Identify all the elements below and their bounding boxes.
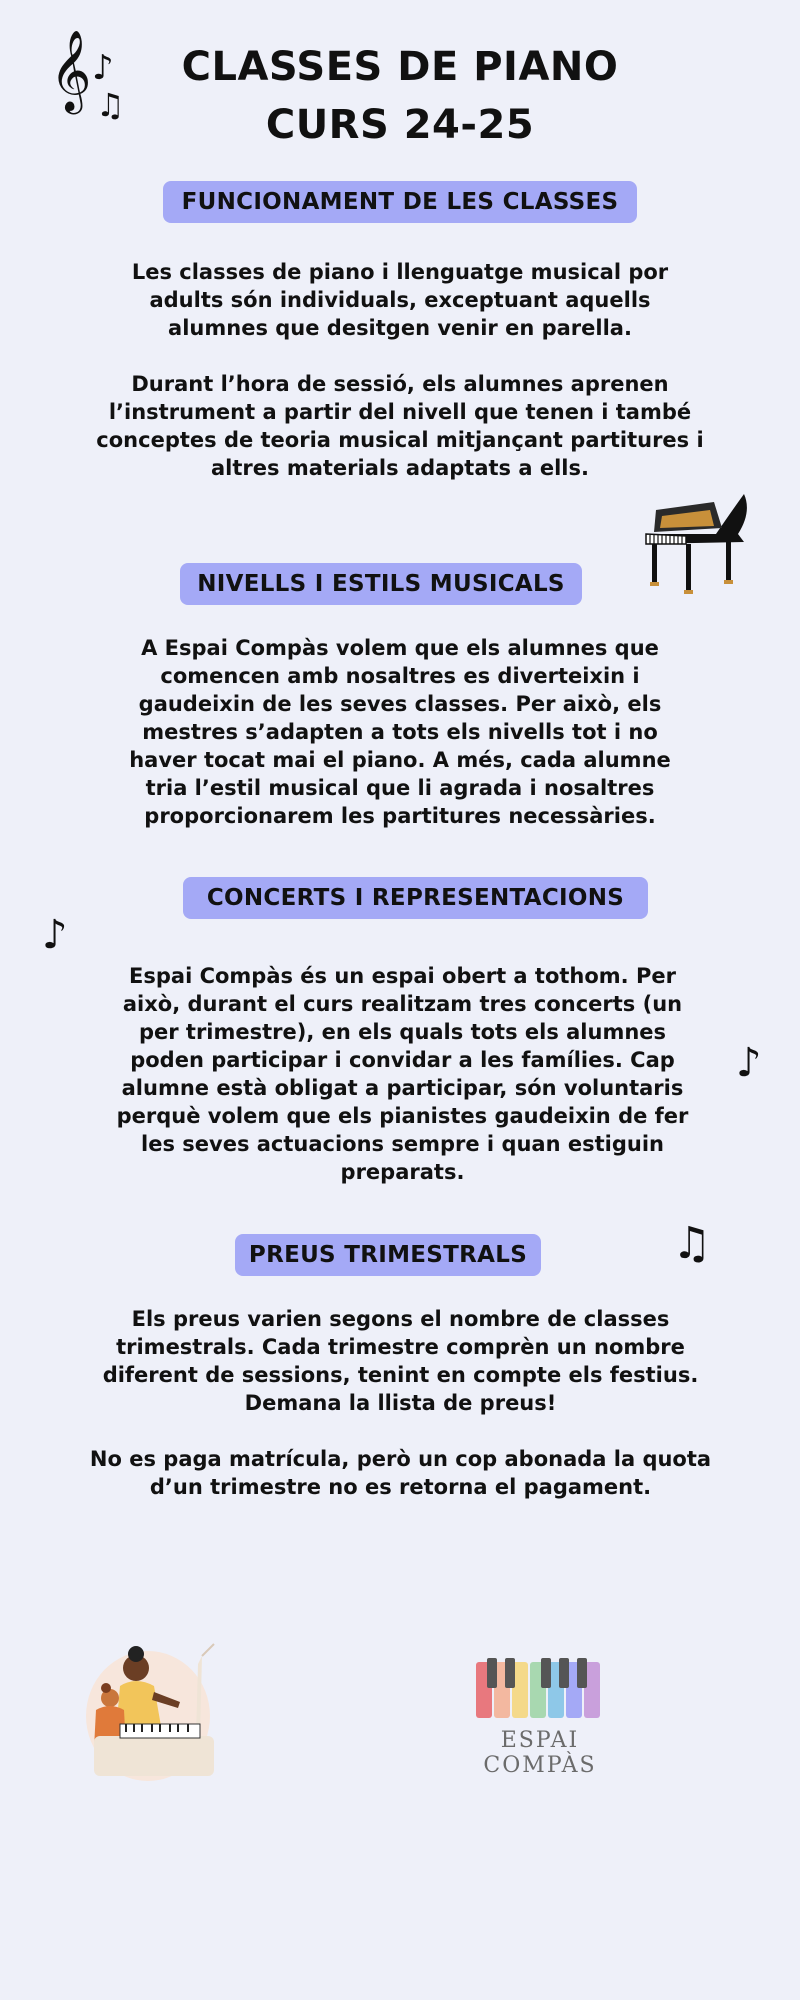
paragraph: No es paga matrícula, però un cop abonada la quota d’un trimestre no es retorna el pagament. (89, 1447, 712, 1499)
section-heading-funcionament: FUNCIONAMENT DE LES CLASSES (163, 181, 637, 223)
paragraph: Durant l’hora de sessió, els alumnes aprenen l’instrument a partir del nivell que tenen i també conceptes de teoria musical mitjançant partitures i altres materials adaptats a ells. (96, 372, 704, 480)
piano-teacher-illustration (80, 1636, 230, 1786)
title-line-2: CURS 24-25 (265, 102, 535, 148)
paragraph: Les classes de piano i llenguatge musical por adults són individuals, exceptuant aquells alumnes que desitgen venir en parella. (131, 260, 669, 340)
paragraph: A Espai Compàs volem que els alumnes que comencen amb nosaltres es diverteixin i gaudeixin de les seves classes. Per això, els mestres s’adapten a tots els nivells tot i no haver tocat mai el piano. A més, cada alumne tria l’estil musical que li agrada i nosaltres proporcionarem les partitures necessàries. (129, 636, 671, 828)
treble-clef-icon: 𝄞 (50, 29, 92, 111)
paragraph: Espai Compàs és un espai obert a tothom. Per això, durant el curs realitzam tres concerts (un per trimestre), en els quals tots els alumnes poden participar i convidar a les famílies. Cap alumne està obligat a participar, són voluntaris perquè volem que els pianistes gaudeixin de fer les seves actuacions sempre i quan estiguin preparats. (116, 964, 689, 1184)
section-heading-preus: PREUS TRIMESTRALS (235, 1234, 541, 1276)
section-text-concerts (105, 962, 700, 1186)
logo-text: ESPAI COMPÀS (483, 1728, 597, 1778)
title-line-1: CLASSES DE PIANO (181, 44, 619, 90)
espai-compas-logo (474, 1658, 606, 1720)
music-note-icon: ♪ (92, 48, 114, 88)
section-text-preus (78, 1305, 723, 1501)
grand-piano-icon (626, 472, 756, 602)
paragraph: Els preus varien segons el nombre de classes trimestrals. Cada trimestre comprèn un nombre diferent de sessions, tenint en compte els festius. Demana la llista de preus! (102, 1307, 699, 1415)
section-text-funcionament (95, 258, 705, 482)
section-text-nivells (120, 634, 680, 830)
section-heading-nivells: NIVELLS I ESTILS MUSICALS (180, 563, 582, 605)
section-heading-concerts: CONCERTS I REPRESENTACIONS (183, 877, 648, 919)
music-note-icon: ♪ (42, 912, 68, 958)
music-note-icon: ♪ (736, 1040, 762, 1086)
music-notes-icon: ♫ (672, 1218, 712, 1269)
music-notes-icon: ♫ (96, 86, 125, 124)
